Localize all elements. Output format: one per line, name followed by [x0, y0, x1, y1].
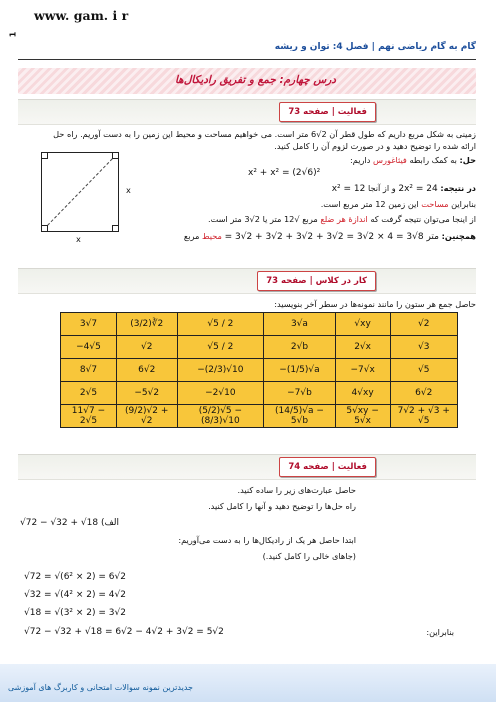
side-text-a: از اینجا می‌توان نتیجه گرفت که: [370, 214, 476, 224]
page-number: 1: [8, 31, 18, 38]
table-cell: √xy: [335, 313, 390, 336]
area-text-a: بنابراین: [451, 199, 476, 209]
lesson-title: درس چهارم: جمع و تفریق رادیکال‌ها: [174, 74, 336, 86]
step-3: √18 = √(3² × 2) = 3√2: [24, 608, 126, 618]
activity3-line-3: ابتدا حاصل هر یک از رادیکال‌ها را به دست می‌آوریم:: [178, 535, 356, 545]
table-cell: √5: [390, 359, 457, 382]
banabarin-label: بنابراین:: [426, 627, 454, 637]
table-cell-sum: 5√xy − 5√x: [335, 405, 390, 428]
table-row: [61, 382, 458, 405]
natije-label: در نتیجه:: [440, 183, 476, 193]
result-line: [156, 182, 476, 195]
hal-text: به کمک رابطه: [409, 155, 457, 165]
activity3-line-1: حاصل عبارت‌های زیر را ساده کنید.: [237, 485, 356, 495]
problem-text-line-1: زمینی به شکل مربع داریم که طول قطر آن 2√6 متر است. می خواهیم مساحت و محیط این زمین را به دست آوریم. راه حل: [53, 129, 476, 139]
table-cell: 2√b: [264, 336, 336, 359]
corner-marker: [41, 225, 48, 232]
final-result: √72 − √32 + √18 = 6√2 − 4√2 + 3√2 = 5√2: [24, 627, 224, 637]
step-1: √72 = √(6² × 2) = 6√2: [24, 572, 126, 582]
corner-marker: [112, 225, 119, 232]
corner-marker: [112, 152, 119, 159]
table-cell: −(1/5)√a: [264, 359, 336, 382]
header-divider: [18, 59, 476, 60]
square-figure: [41, 152, 119, 232]
table-cell: √2: [390, 313, 457, 336]
alef-label: (الف: [100, 518, 120, 528]
table-cell: 6√2: [390, 382, 457, 405]
hal-end: داریم:: [350, 155, 371, 165]
section-band-1: [18, 99, 476, 125]
table-cell: √3: [390, 336, 457, 359]
side-label-right: x: [126, 185, 131, 195]
activity3-line-4: (جاهای خالی را کامل کنید.): [262, 551, 356, 561]
table-row: [61, 313, 458, 336]
perimeter-line: [146, 230, 476, 243]
side-keyword: اندازهٔ هر ضلع: [320, 214, 368, 224]
hal-label: حل:: [459, 155, 476, 165]
activity-tag-74: فعالیت | صفحه 74: [279, 457, 376, 477]
area-text-b: این زمین 12 متر مربع است.: [320, 199, 419, 209]
pythagoras-word: فیثاغورس: [373, 155, 407, 165]
side-label-bottom: x: [76, 234, 81, 244]
table-cell-sum: 7√2 + √3 + √5: [390, 405, 457, 428]
perimeter-keyword: محیط: [202, 231, 222, 241]
table-cell: √2: [116, 336, 177, 359]
table-cell: 2√5: [61, 382, 117, 405]
diagonal-line: [42, 153, 118, 231]
corner-marker: [41, 152, 48, 159]
classwork-tag-73: کار در کلاس | صفحه 73: [257, 271, 376, 291]
table-cell: −(2/3)√10: [177, 359, 264, 382]
perimeter-equation: متر 8√3 = 4 × 2√3 = 2√3 + 2√3 + 2√3 + 2√3 =: [224, 232, 439, 242]
table-cell-sum: (5/2)√5 − (8/3)√10: [177, 405, 264, 428]
section-band-3: [18, 454, 476, 480]
section-band-2: [18, 268, 476, 294]
footer-text[interactable]: جدیدترین نمونه سوالات امتحانی و کاربرگ های آموزشی: [8, 683, 193, 692]
equation-2-connector: و از آنجا: [368, 183, 396, 193]
site-url[interactable]: www. gam. i r: [34, 8, 129, 23]
table-cell: −4√5: [61, 336, 117, 359]
table-cell: −5√2: [116, 382, 177, 405]
table-cell: 3√7: [61, 313, 117, 336]
activity3-line-2: راه حل‌ها را توضیح دهید و آنها را کامل کنید.: [208, 501, 356, 511]
table-cell: 3√a: [264, 313, 336, 336]
table-cell: 4√xy: [335, 382, 390, 405]
step-2: √32 = √(4² × 2) = 4√2: [24, 590, 126, 600]
expr: √72 − √32 + √18: [20, 518, 99, 528]
solution-line: [156, 154, 476, 166]
table-cell-sum: (14/5)√a − 5√b: [264, 405, 336, 428]
alef-expression: [20, 518, 119, 528]
equation-2: 2x² = 24: [398, 184, 438, 194]
table-cell: (3/2)∛2: [116, 313, 177, 336]
area-line: [146, 198, 476, 210]
table-cell: 8√7: [61, 359, 117, 382]
table-cell-sum: (9/2)√2 + √2: [116, 405, 177, 428]
table-cell: −7√x: [335, 359, 390, 382]
problem-text-line-2: ارائه شده را توضیح دهید و در صورت لزوم آن را کامل کنید.: [274, 141, 476, 151]
side-line: [146, 213, 476, 225]
equation-3: x² = 12: [331, 184, 366, 194]
table-cell: −7√b: [264, 382, 336, 405]
table-cell: 2√x: [335, 336, 390, 359]
sum-table: [60, 312, 458, 428]
table-cell: 6√2: [116, 359, 177, 382]
area-keyword: مساحت: [421, 199, 449, 209]
classwork-intro: حاصل جمع هر ستون را مانند نمونه‌ها در سطر آخر بنویسید:: [274, 299, 476, 309]
equation-1: x² + x² = (2√6)²: [248, 168, 321, 178]
activity-tag-73: فعالیت | صفحه 73: [279, 102, 376, 122]
table-cell: √5 / 2: [177, 313, 264, 336]
table-cell: −2√10: [177, 382, 264, 405]
table-row-sum: [61, 405, 458, 428]
book-title: گام به گام ریاضی نهم | فصل 4: توان و ریشه: [274, 42, 476, 52]
table-row: [61, 359, 458, 382]
table-cell-sum: 11√7 − 2√5: [61, 405, 117, 428]
table-cell: √5 / 2: [177, 336, 264, 359]
table-row: [61, 336, 458, 359]
hamchenin-label: همچنین:: [441, 231, 476, 241]
perimeter-text-b: مربع: [183, 231, 200, 241]
side-text-b: مربع √12 متر یا 2√3 متر است.: [207, 214, 318, 224]
